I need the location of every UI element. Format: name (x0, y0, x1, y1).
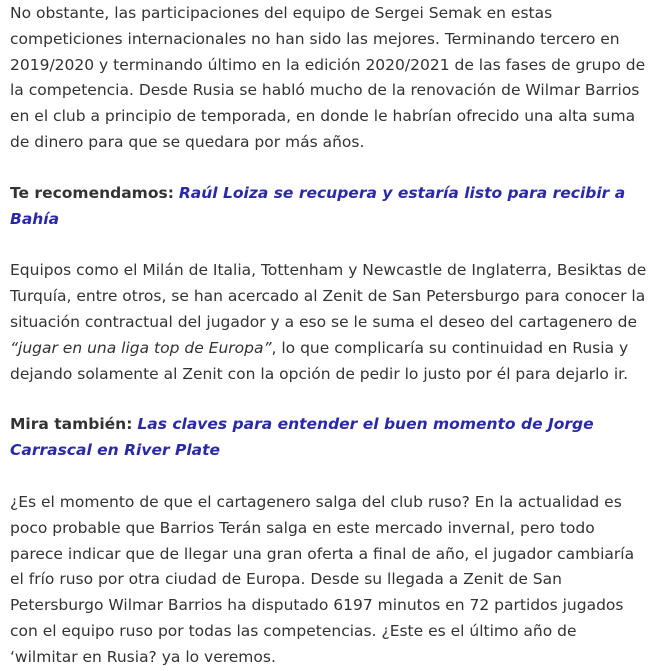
recommendation-label: Te recomendamos: (10, 183, 174, 202)
see-also-line (10, 412, 648, 464)
paragraph-future: ¿Es el momento de que el cartagenero salga del club ruso? En la actualidad es poco probable que Barrios Terán salga en este mercado invernal, pero todo parece indicar que de llegar una gran oferta a final de año, el jugador cambiaría el frío ruso por otra ciudad de Europa. Desde su llegada a Zenit de San Petersburgo Wilmar Barrios ha disputado 6197 minutos en 72 partidos jugados con el equipo ruso por todas las competencias. ¿Este es el último año de ‘wilmitar en Rusia? ya lo veremos. (10, 492, 635, 666)
player-quote: “jugar en una liga top de Europa” (10, 338, 272, 357)
see-also-link[interactable]: Las claves para entender el buen momento de Jorge Carrascal en River Plate (10, 415, 594, 460)
paragraph-interested-clubs (10, 258, 648, 387)
see-also-label: Mira también: (10, 415, 133, 434)
article-body (0, 1, 658, 671)
paragraph-competitions: No obstante, las participaciones del equipo de Sergei Semak en estas competiciones internacionales no han sido las mejores. Terminando tercero en 2019/2020 y terminando último en la edición 2020/2021 de las fases de grupo de la competencia. Desde Rusia se habló mucho de la renovación de Wilmar Barrios en el club a principio de temporada, en donde le habrían ofrecido una alta suma de dinero para que se quedara por más años. (10, 4, 646, 151)
recommendation-link[interactable]: Raúl Loiza se recupera y estaría listo para recibir a Bahía (10, 183, 626, 228)
paragraph-interested-clubs-start: Equipos como el Milán de Italia, Tottenham y Newcastle de Inglaterra, Besiktas de Turquía, entre otros, se han acercado al Zenit de San Petersburgo para conocer la situación contractual del jugador y a eso se le suma el deseo del cartagenero de (10, 261, 647, 331)
recommendation-line (10, 181, 648, 233)
paragraph-interested-clubs-end: , lo que complicaría su continuidad en Rusia y dejando solamente al Zenit con la opción de pedir lo justo por él para dejarlo ir. (10, 338, 629, 383)
